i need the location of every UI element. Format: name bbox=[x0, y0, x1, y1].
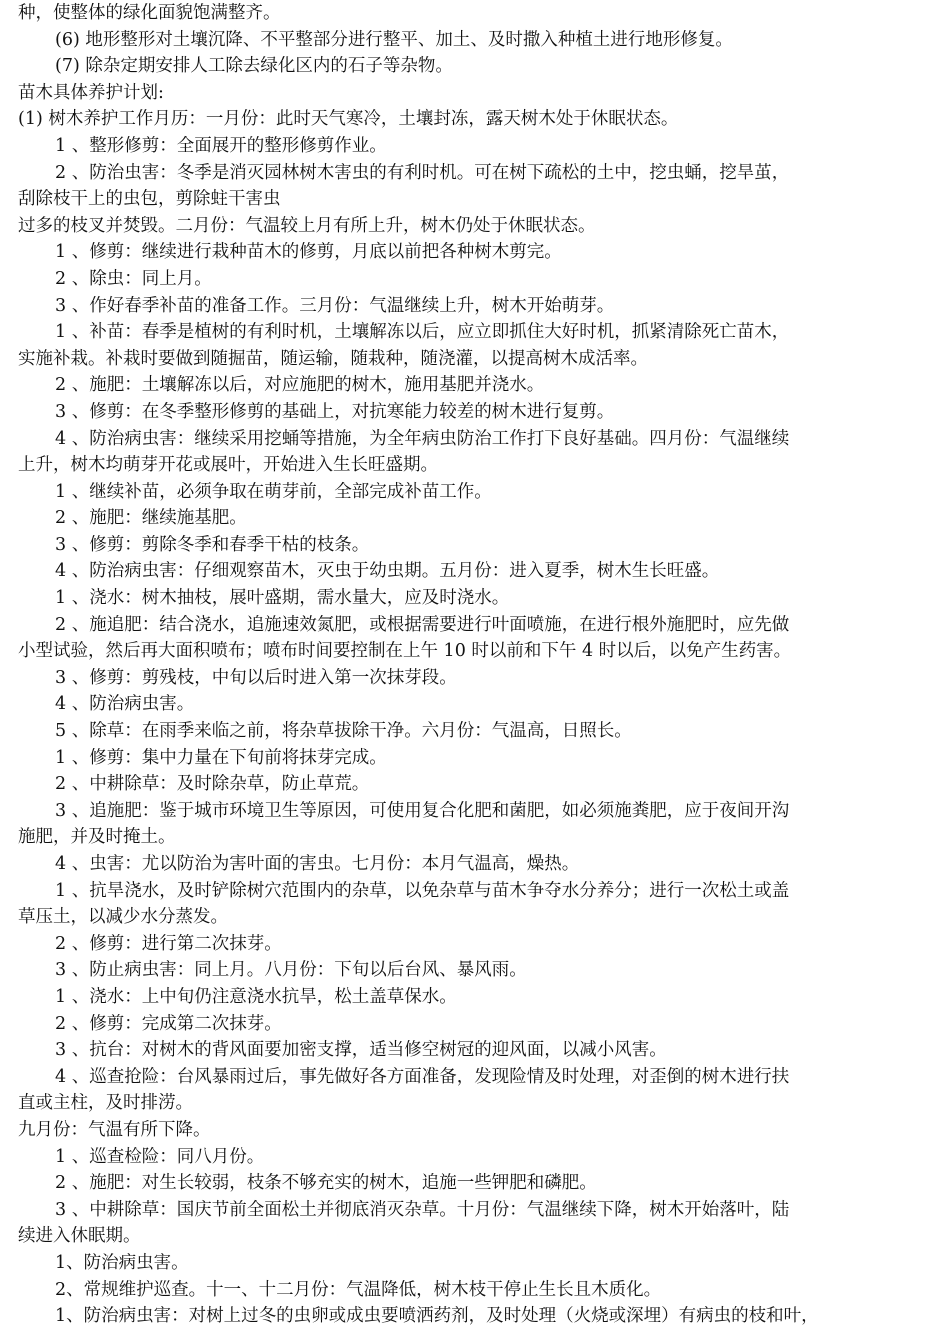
text-line: 2 、修剪：进行第二次抹芽。 bbox=[55, 933, 282, 954]
text-line: 上升，树木均萌芽开花或展叶，开始进入生长旺盛期。 bbox=[18, 455, 438, 476]
text-line: (1) 树木养护工作月历：一月份：此时天气寒冷，土壤封冻，露天树木处于休眠状态。 bbox=[18, 109, 679, 130]
text-line: 3 、追施肥：鉴于城市环境卫生等原因，可使用复合化肥和菌肥，如必须施粪肥，应于夜间开沟 bbox=[55, 800, 790, 821]
text-line: 3 、作好春季补苗的准备工作。三月份：气温继续上升，树木开始萌芽。 bbox=[55, 295, 615, 316]
text-line: 3 、防止病虫害：同上月。八月份：下旬以后台风、暴风雨。 bbox=[55, 960, 527, 981]
text-line: 3 、抗台：对树木的背风面要加密支撑，适当修空树冠的迎风面，以减小风害。 bbox=[55, 1040, 667, 1061]
text-line: (6) 地形整形对土壤沉降、不平整部分进行整平、加土、及时撒入种植土进行地形修复。 bbox=[55, 29, 733, 50]
text-line: 4 、虫害：尤以防治为害叶面的害虫。七月份：本月气温高，燥热。 bbox=[55, 854, 580, 874]
text-line: 九月份：气温有所下降。 bbox=[18, 1119, 211, 1140]
text-line: 种，使整体的绿化面貌饱满整齐。 bbox=[18, 3, 281, 23]
text-line: 2 、施追肥：结合浇水，追施速效氮肥，或根据需要进行叶面喷施，在进行根外施肥时，应先做 bbox=[55, 614, 790, 635]
text-line: 5 、除草：在雨季来临之前，将杂草拔除干净。六月份：气温高，日照长。 bbox=[55, 721, 632, 742]
text-line: 2 、防治虫害：冬季是消灭园林树木害虫的有利时机。可在树下疏松的土中，挖虫蛹，挖旱茧， bbox=[55, 162, 790, 183]
document-page bbox=[18, 0, 932, 1330]
text-line: 苗木具体养护计划: bbox=[18, 82, 164, 103]
text-line: 过多的枝叉并焚毁。二月份：气温较上月有所上升，树木仍处于休眠状态。 bbox=[18, 215, 596, 236]
text-line: 1、防治病虫害：对树上过冬的虫卵或成虫要喷洒药剂，及时处理（火烧或深埋）有病虫的枝和叶， bbox=[55, 1306, 819, 1327]
text-line: 2 、施肥：对生长较弱，枝条不够充实的树木，追施一些钾肥和磷肥。 bbox=[55, 1173, 597, 1194]
text-line: 2 、中耕除草：及时除杂草，防止草荒。 bbox=[55, 774, 370, 795]
text-line: 实施补栽。补栽时要做到随掘苗，随运输，随栽种，随浇灌，以提高树木成活率。 bbox=[18, 348, 648, 369]
text-line: 2 、除虫：同上月。 bbox=[55, 268, 212, 289]
text-line: 直或主柱，及时排涝。 bbox=[18, 1093, 193, 1114]
text-line: 小型试验，然后再大面积喷布；喷布时间要控制在上午 10 时以前和下午 4 时以后，以免产生药害。 bbox=[18, 641, 792, 662]
text-line: 1 、继续补苗，必须争取在萌芽前，全部完成补苗工作。 bbox=[55, 481, 492, 502]
text-line: (7) 除杂定期安排人工除去绿化区内的石子等杂物。 bbox=[55, 56, 453, 77]
text-line: 2、常规维护巡查。十一、十二月份：气温降低，树木枝干停止生长且木质化。 bbox=[55, 1279, 662, 1300]
text-line: 1 、整形修剪：全面展开的整形修剪作业。 bbox=[55, 135, 387, 156]
text-line: 1 、修剪：集中力量在下旬前将抹芽完成。 bbox=[55, 747, 387, 768]
text-line: 4 、防治病虫害：继续采用挖蛹等措施，为全年病虫防治工作打下良好基础。四月份：气温继续 bbox=[55, 428, 790, 449]
text-line: 4 、防治病虫害：仔细观察苗木，灭虫于幼虫期。五月份：进入夏季，树木生长旺盛。 bbox=[55, 561, 720, 582]
text-line: 3 、修剪：剪残枝，中旬以后时进入第一次抹芽段。 bbox=[55, 667, 457, 688]
text-line: 1、防治病虫害。 bbox=[55, 1252, 189, 1273]
text-line: 2 、修剪：完成第二次抹芽。 bbox=[55, 1013, 282, 1034]
text-line: 2 、施肥：继续施基肥。 bbox=[55, 508, 247, 529]
text-line: 2 、施肥：土壤解冻以后，对应施肥的树木，施用基肥并浇水。 bbox=[55, 375, 545, 396]
text-line: 续进入休眠期。 bbox=[18, 1226, 141, 1247]
text-line: 4 、巡查抢险：台风暴雨过后，事先做好各方面准备，发现险情及时处理，对歪倒的树木进行扶 bbox=[55, 1066, 790, 1087]
text-line: 3 、修剪：剪除冬季和春季干枯的枝条。 bbox=[55, 534, 370, 555]
text-line: 草压土，以减少水分蒸发。 bbox=[18, 907, 228, 928]
text-line: 4 、防治病虫害。 bbox=[55, 694, 195, 715]
text-line: 3 、中耕除草：国庆节前全面松土并彻底消灭杂草。十月份：气温继续下降，树木开始落叶，陆 bbox=[55, 1199, 790, 1220]
text-line: 3 、修剪：在冬季整形修剪的基础上，对抗寒能力较差的树木进行复剪。 bbox=[55, 401, 615, 422]
text-line: 1 、浇水：树木抽枝，展叶盛期，需水量大，应及时浇水。 bbox=[55, 588, 510, 609]
text-line: 刮除枝干上的虫包，剪除蛀干害虫 bbox=[18, 189, 281, 210]
text-line: 1 、巡查检险：同八月份。 bbox=[55, 1146, 265, 1167]
text-line: 1 、浇水：上中旬仍注意浇水抗旱，松土盖草保水。 bbox=[55, 986, 457, 1007]
text-line: 1 、抗旱浇水，及时铲除树穴范围内的杂草，以免杂草与苗木争夺水分养分；进行一次松土或盖 bbox=[55, 880, 790, 901]
text-line: 施肥，并及时掩土。 bbox=[18, 827, 176, 848]
text-line: 1 、补苗：春季是植树的有利时机，土壤解冻以后，应立即抓住大好时机，抓紧清除死亡苗木， bbox=[55, 322, 790, 343]
text-line: 1 、修剪：继续进行栽种苗木的修剪，月底以前把各种树木剪完。 bbox=[55, 242, 562, 263]
